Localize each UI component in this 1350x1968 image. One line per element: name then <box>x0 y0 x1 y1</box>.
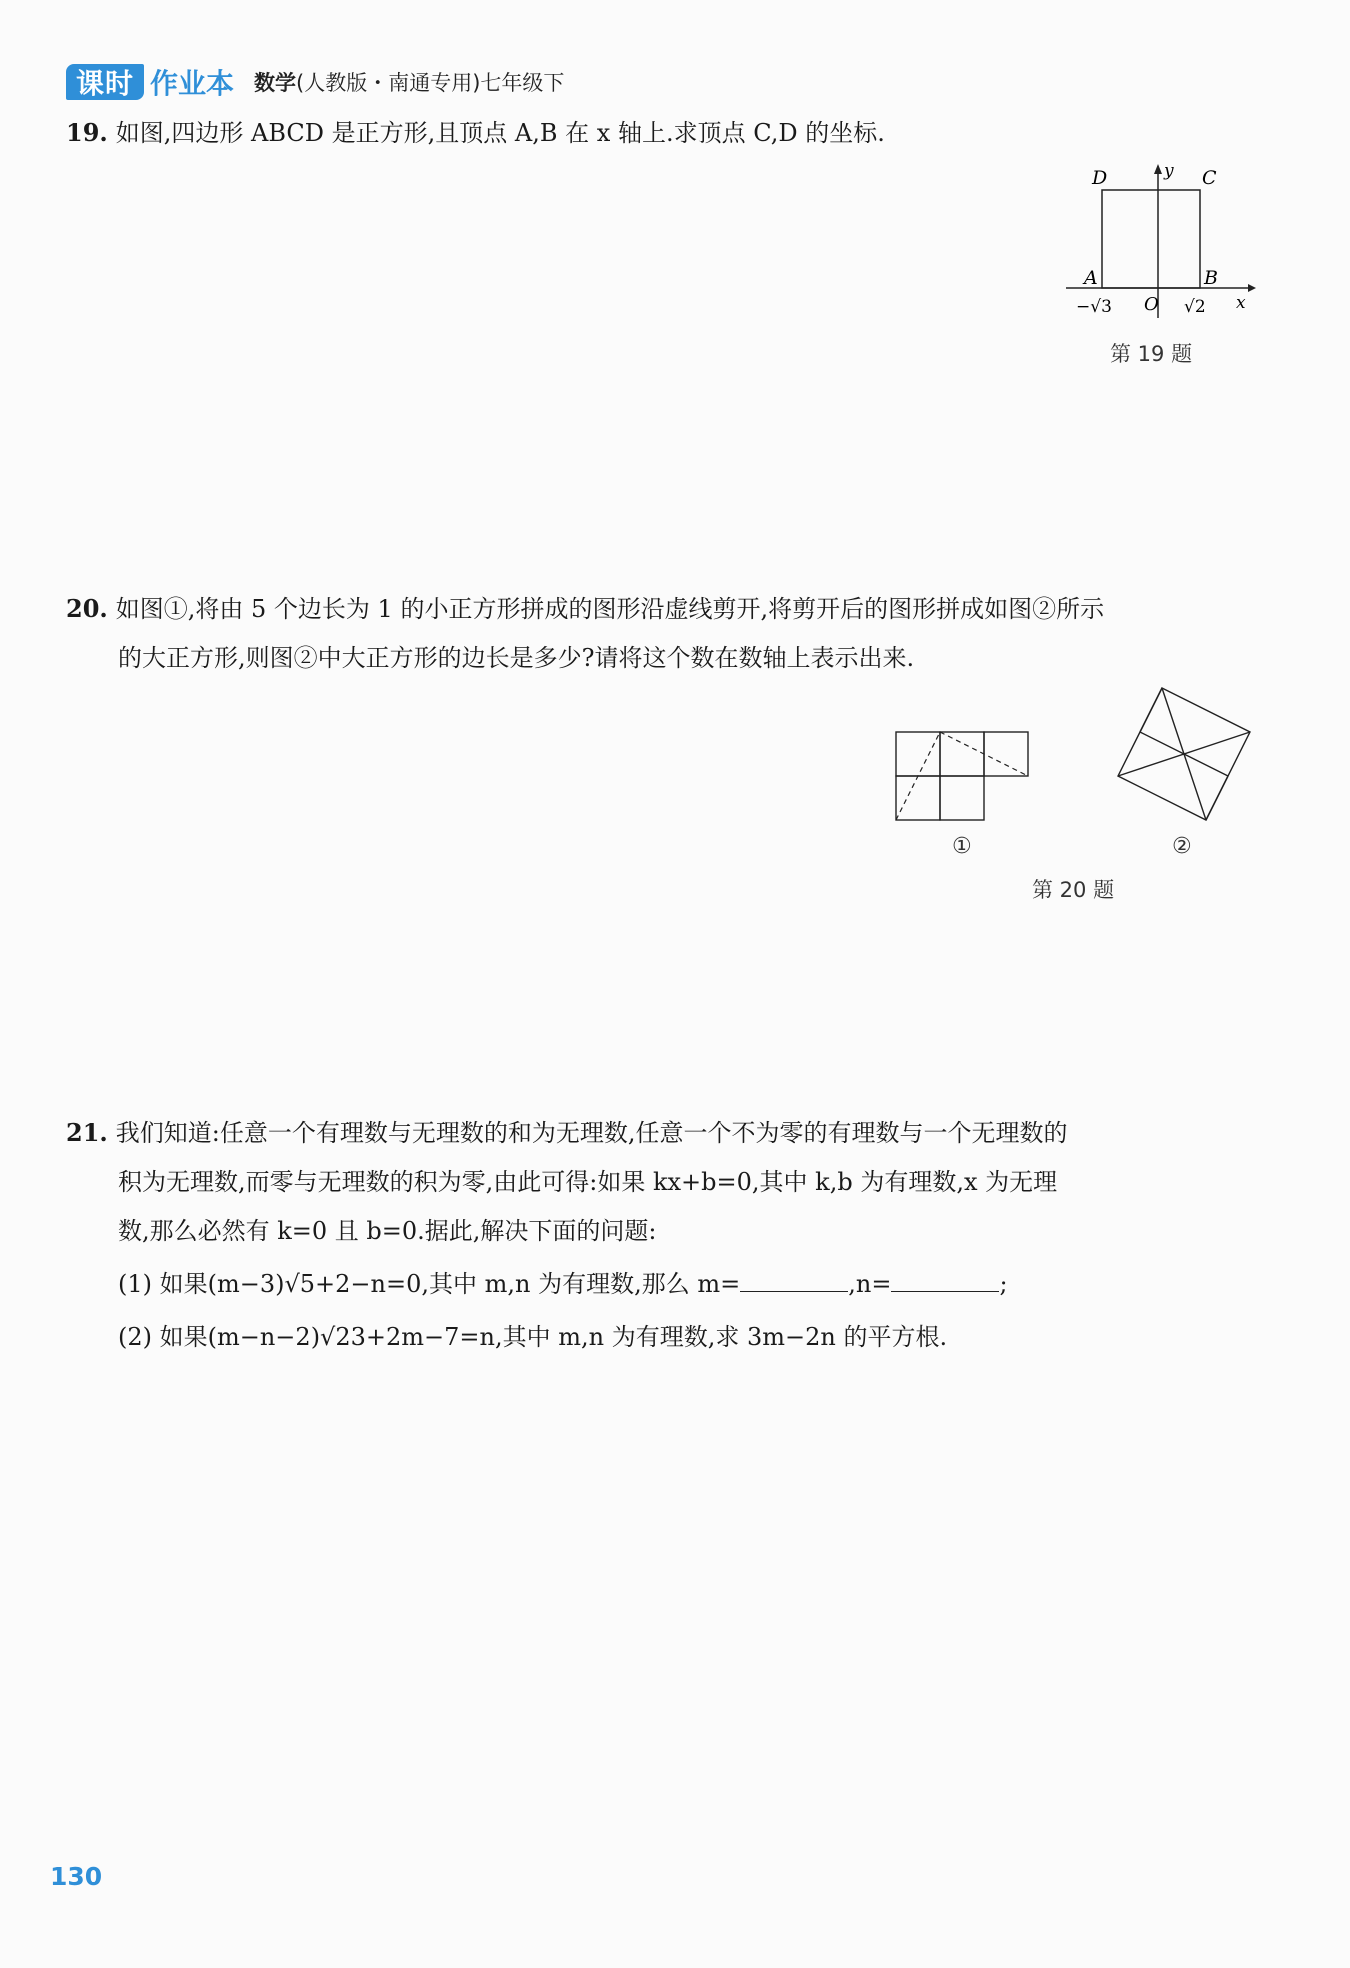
question-line-2: 的大正方形,则图②中大正方形的边长是多少?请将这个数在数轴上表示出来. <box>118 644 915 672</box>
figure-20-1-label: ① <box>952 834 972 859</box>
label-d: D <box>1092 167 1108 189</box>
answer-blank-n[interactable] <box>891 1261 999 1292</box>
part-1-text-b: ,n= <box>848 1270 892 1298</box>
question-number: 20. <box>66 594 108 623</box>
brand-logo: 课时 <box>66 64 144 100</box>
question-19 <box>66 108 1256 158</box>
label-y: y <box>1164 161 1174 181</box>
figure-20-2 <box>1106 684 1256 834</box>
square-abcd <box>1102 190 1200 288</box>
tick-sqrt2: √2 <box>1184 297 1206 317</box>
label-x: x <box>1236 293 1246 313</box>
label-b: B <box>1204 267 1218 289</box>
subject-rest: (人教版・南通专用)七年级下 <box>296 71 565 95</box>
subject-bold: 数学 <box>254 71 297 95</box>
label-a: A <box>1084 267 1098 289</box>
question-number: 19. <box>66 118 108 147</box>
question-number: 21. <box>66 1118 108 1147</box>
tick-neg-sqrt3: −√3 <box>1076 297 1112 317</box>
question-line-2: 积为无理数,而零与无理数的积为零,由此可得:如果 kx+b=0,其中 k,b 为有理数,x 为无理 <box>118 1168 1058 1196</box>
question-text: 如图,四边形 ABCD 是正方形,且顶点 A,B 在 x 轴上.求顶点 C,D 的坐标. <box>115 119 885 147</box>
part-1-text-c: ; <box>999 1270 1008 1298</box>
page-number: 130 <box>50 1862 103 1891</box>
part-1-text-a: (1) 如果(m−3)√5+2−n=0,其中 m,n 为有理数,那么 m= <box>118 1270 741 1298</box>
question-part-2: (2) 如果(m−n−2)√23+2m−7=n,其中 m,n 为有理数,求 3m−2n 的平方根. <box>118 1323 948 1351</box>
label-origin: O <box>1144 294 1159 315</box>
page-header <box>66 62 564 102</box>
question-21 <box>66 1108 1256 1362</box>
brand-title: 作业本 <box>150 67 235 100</box>
answer-blank-m[interactable] <box>740 1261 848 1292</box>
x-axis-arrow <box>1248 284 1256 292</box>
figure-19 <box>1066 158 1266 338</box>
figure-20-caption: 第 20 题 <box>1032 878 1115 902</box>
subject-label <box>254 67 564 97</box>
label-c: C <box>1202 167 1217 189</box>
figure-19-caption: 第 19 题 <box>1110 342 1193 366</box>
y-axis-arrow <box>1154 164 1162 174</box>
question-part-1 <box>66 1260 1256 1309</box>
question-line-1: 我们知道:任意一个有理数与无理数的和为无理数,任意一个不为零的有理数与一个无理数的 <box>115 1119 1068 1147</box>
question-line-1: 如图①,将由 5 个边长为 1 的小正方形拼成的图形沿虚线剪开,将剪开后的图形拼成如图②所示 <box>115 595 1105 623</box>
question-line-3: 数,那么必然有 k=0 且 b=0.据此,解决下面的问题: <box>118 1217 657 1245</box>
figure-20-1 <box>892 728 1042 828</box>
question-20 <box>66 584 1256 683</box>
figure-20-2-label: ② <box>1172 834 1192 859</box>
